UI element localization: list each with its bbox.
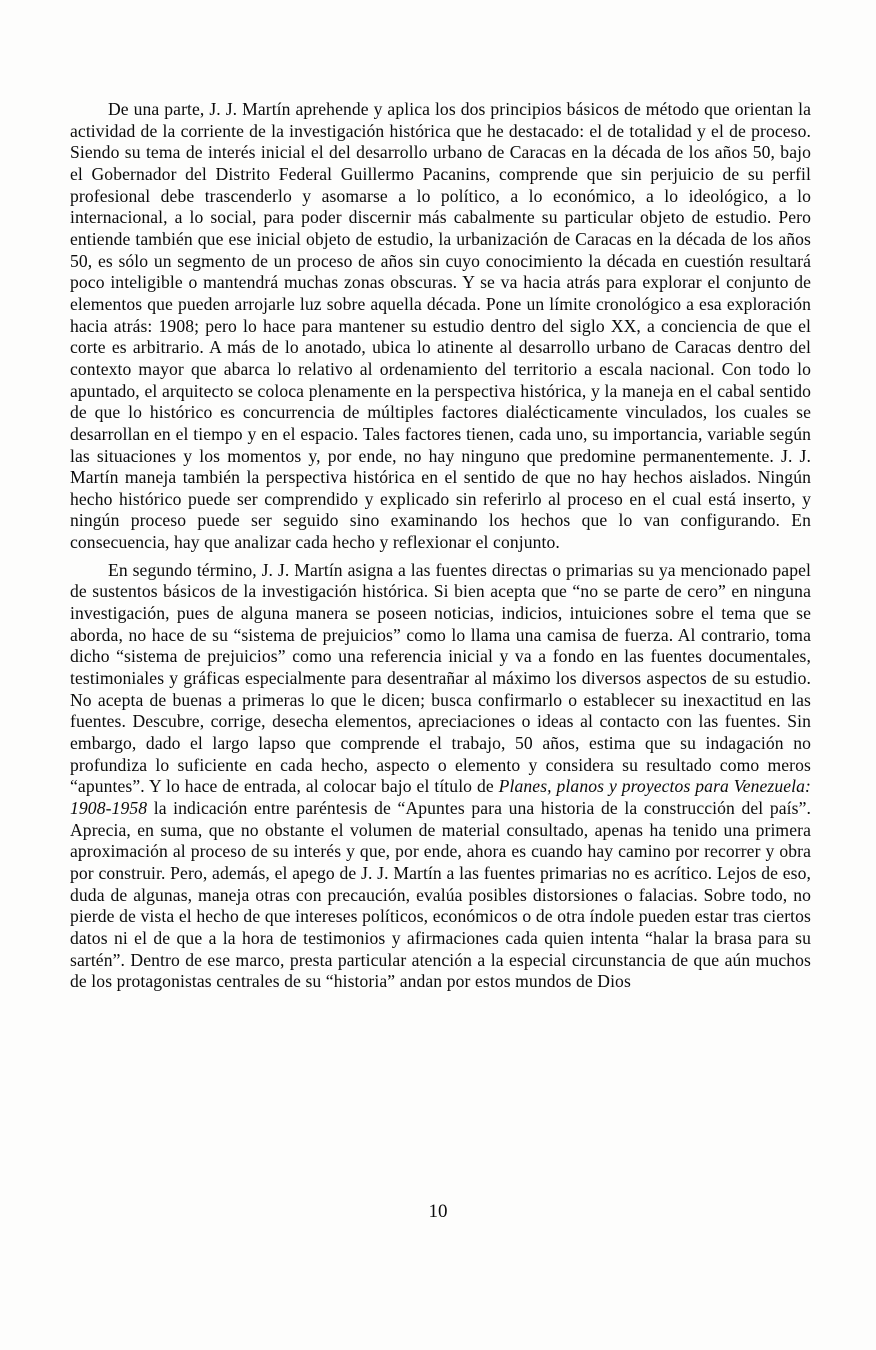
paragraph-2-text-before-title: En segundo término, J. J. Martín asigna a las fuentes directas o primarias su ya mencionado papel de sustentos básicos de la investigación histórica. Si bien acepta que “no se parte de cero” en ninguna investigación, pues de alguna manera se poseen noticias, indicios, intuiciones sobre el tema que se aborda, no hace de su “sistema de prejuicios” como lo llama una camisa de fuerza. Al contrario, toma dicho “sistema de prejuicios” como una referencia inicial y va a fondo en las fuentes documentales, testimoniales y gráficas especialmente para desentrañar al máximo los diversos aspectos de su estudio. No acepta de buenas a primeras lo que le dicen; busca confirmarlo o establecer su inexactitud en las fuentes. Descubre, corrige, desecha elementos, apreciaciones o ideas al contacto con las fuentes. Sin embargo, dado el largo lapso que comprende el trabajo, 50 años, estima que su indagación no profundiza lo suficiente en cada hecho, aspecto o elemento y considera su resultado como meros “apuntes”. Y lo hace de entrada, al colocar bajo el título de <box>70 559 811 797</box>
text-column <box>70 99 811 993</box>
paragraph-2 <box>70 560 811 993</box>
book-title-italic: Planes, planos y proyectos para Venezuela: 1908-1958 <box>70 776 811 818</box>
paragraph-1: De una parte, J. J. Martín aprehende y aplica los dos principios básicos de método que orientan la actividad de la corriente de la investigación histórica que he destacado: el de totalidad y el de proceso. Siendo su tema de interés inicial el del desarrollo urbano de Caracas en la década de los años 50, bajo el Gobernador del Distrito Federal Guillermo Pacanins, comprende que sin perjuicio de su perfil profesional debe trascenderlo y asomarse a lo político, a lo económico, a lo ideológico, a lo internacional, a lo social, para poder discernir más cabalmente su particular objeto de estudio. Pero entiende también que ese inicial objeto de estudio, la urbanización de Caracas en la década de los años 50, es sólo un segmento de un proceso de años sin cuyo conocimiento la década en cuestión resultará poco inteligible o mantendrá muchas zonas obscuras. Y se va hacia atrás para explorar el conjunto de elementos que pueden arrojarle luz sobre aquella década. Pone un límite cronológico a esa exploración hacia atrás: 1908; pero lo hace para mantener su estudio dentro del siglo XX, a conciencia de que el corte es arbitrario. A más de lo anotado, ubica lo atinente al desarrollo urbano de Caracas dentro del contexto mayor que abarca lo relativo al ordenamiento del territorio a escala nacional. Con todo lo apuntado, el arquitecto se coloca plenamente en la perspectiva histórica, y la maneja en el cabal sentido de que lo histórico es concurrencia de múltiples factores dialécticamente vinculados, los cuales se desarrollan en el tiempo y en el espacio. Tales factores tienen, cada uno, su importancia, variable según las situaciones y los momentos y, por ende, no hay ninguno que predomine permanentemente. J. J. Martín maneja también la perspectiva histórica en el sentido de que no hay hechos aislados. Ningún hecho histórico puede ser comprendido y explicado sin referirlo al proceso en el cual está inserto, y ningún proceso puede ser seguido sino examinando los hechos que lo van configurando. En consecuencia, hay que analizar cada hecho y reflexionar el conjunto. <box>70 99 811 553</box>
paragraph-2-text-after-title: la indicación entre paréntesis de “Apuntes para una historia de la construcción del país”. Aprecia, en suma, que no obstante el volumen de material consultado, apenas ha tenido una primera aproximación al proceso de su interés y que, por ende, ahora es cuando hay camino por recorrer y obra por construir. Pero, además, el apego de J. J. Martín a las fuentes primarias no es acrítico. Lejos de eso, duda de algunas, maneja otras con precaución, evalúa posibles distorsiones o falacias. Sobre todo, no pierde de vista el hecho de que intereses políticos, económicos o de otra índole pueden estar tras ciertos datos ni el de que a la hora de testimonios y afirmaciones cada quien intenta “halar la brasa para su sartén”. Dentro de ese marco, presta particular atención a la especial circunstancia de que aún muchos de los protagonistas centrales de su “historia” andan por estos mundos de Dios <box>70 798 811 992</box>
page-number: 10 <box>428 1201 448 1222</box>
